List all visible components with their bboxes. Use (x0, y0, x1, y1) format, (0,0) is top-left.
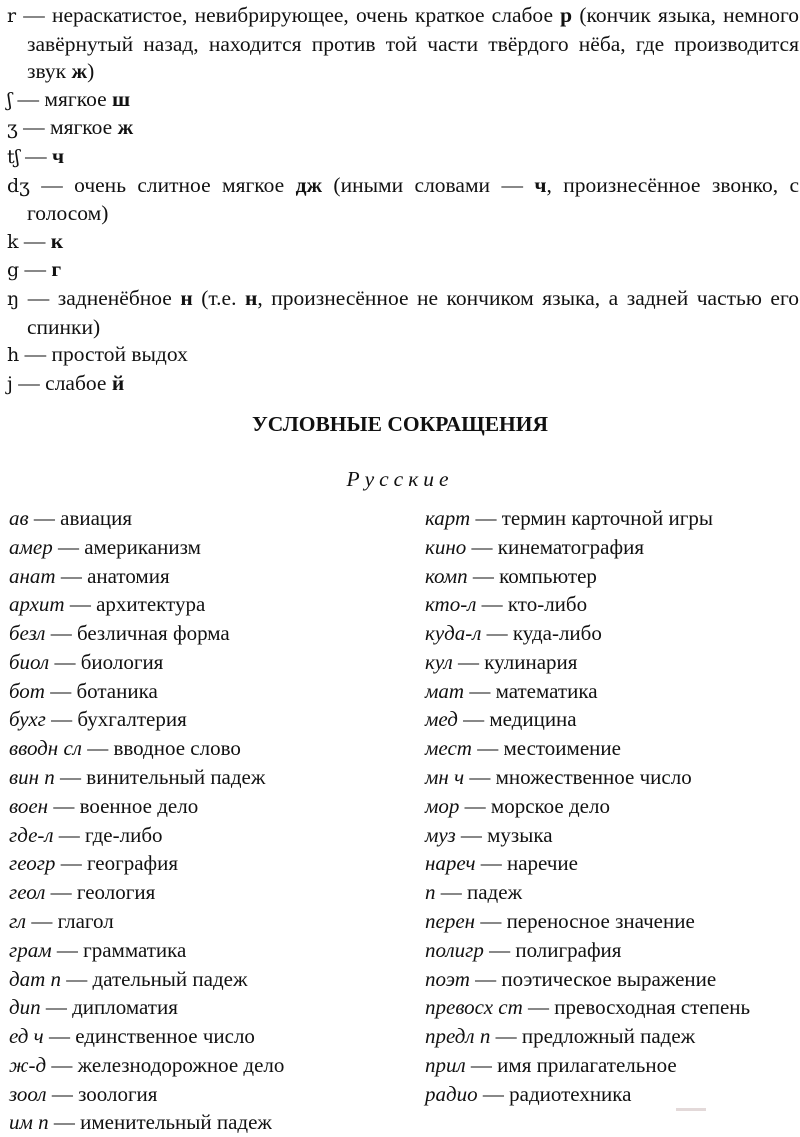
abbreviation-entry (425, 590, 795, 619)
abbreviation-dash: — (489, 937, 511, 962)
abbreviation-entry (9, 792, 404, 821)
abbreviation-definition: местоимение (503, 736, 621, 761)
abbreviation-term: гл (9, 908, 27, 933)
abbreviation-entry (9, 1080, 404, 1109)
abbreviation-definition: дательный падеж (92, 966, 248, 991)
abbreviation-term: вин п (9, 765, 55, 790)
abbreviation-dash: — (53, 793, 75, 818)
phonetic-description: — (18, 228, 51, 253)
section-heading: УСЛОВНЫЕ СОКРАЩЕНИЯ (251, 412, 549, 436)
abbreviation-definition: наречие (506, 851, 578, 876)
abbreviation-dash: — (470, 1052, 492, 1077)
abbreviation-definition: где-либо (85, 822, 163, 847)
phonetic-description: (т.е. (192, 285, 245, 310)
phonetic-entry (7, 114, 799, 143)
abbreviation-term: перен (425, 908, 476, 933)
abbreviation-dash: — (480, 851, 502, 876)
phonetic-symbol: dʒ (7, 174, 30, 197)
phonetic-entry (7, 256, 799, 285)
abbreviation-entry (9, 821, 404, 850)
abbreviation-term: бухг (9, 707, 46, 732)
abbreviation-entry (425, 965, 795, 994)
abbreviation-definition: вводное слово (113, 736, 241, 761)
phonetic-entry (7, 2, 799, 86)
abbreviation-definition: военное дело (79, 793, 199, 818)
abbreviation-dash: — (45, 995, 67, 1020)
abbreviation-definition: грамматика (83, 937, 187, 962)
abbreviation-entry (425, 936, 795, 965)
abbreviation-dash: — (464, 793, 486, 818)
abbreviation-term: бот (9, 678, 45, 703)
abbreviation-entry (9, 1108, 404, 1137)
abbreviation-term: муз (425, 822, 456, 847)
abbreviation-definition: железнодорожное дело (77, 1052, 285, 1077)
abbreviation-definition: винительный падеж (86, 765, 266, 790)
abbreviation-dash: — (528, 995, 550, 1020)
abbreviation-dash: — (50, 678, 72, 703)
abbreviation-term: дат п (9, 966, 62, 991)
abbreviation-term: ед ч (9, 1024, 44, 1049)
abbreviation-dash: — (475, 506, 497, 530)
abbreviation-dash: — (472, 563, 494, 588)
abbreviation-dash: — (60, 851, 82, 876)
abbreviation-definition: имя прилагательное (497, 1052, 677, 1077)
abbreviation-definition: предложный падеж (521, 1024, 696, 1049)
abbreviation-entry (425, 562, 795, 591)
abbreviation-term: кул (425, 649, 453, 674)
abbreviation-dash: — (69, 592, 91, 617)
abbreviation-definition: американизм (84, 534, 201, 559)
abbreviation-entry (425, 677, 795, 706)
abbreviation-entry (425, 533, 795, 562)
abbreviation-dash: — (475, 966, 497, 991)
abbreviation-dash: — (495, 1024, 517, 1049)
abbreviation-term: п (425, 880, 436, 905)
phonetic-symbol: ʃ (7, 88, 13, 111)
phonetic-symbol: h (7, 344, 20, 367)
abbreviation-entry (9, 734, 404, 763)
abbreviation-definition: анатомия (87, 563, 170, 588)
abbreviations-column-left (9, 504, 404, 1137)
abbreviation-dash: — (458, 649, 479, 674)
abbreviation-entry (9, 648, 404, 677)
abbreviation-term: предл п (425, 1024, 491, 1049)
abbreviation-definition: математика (495, 678, 598, 703)
abbreviation-term: радио (425, 1081, 478, 1106)
abbreviation-dash: — (31, 908, 53, 933)
abbreviation-term: комп (425, 563, 468, 588)
abbreviation-entry (425, 504, 795, 533)
abbreviation-definition: ботаника (76, 678, 158, 703)
abbreviation-term: грам (9, 937, 52, 962)
abbreviation-dash: — (51, 707, 73, 732)
abbreviation-term: куда-л (425, 621, 482, 646)
abbreviation-dash: — (469, 765, 491, 790)
abbreviation-term: биол (9, 649, 50, 674)
abbreviation-entry (425, 993, 795, 1022)
phonetic-description: , произнесённое звонко, с голосом) (27, 172, 799, 226)
phonetic-entry (7, 228, 799, 257)
abbreviation-definition: именительный падеж (80, 1110, 272, 1135)
abbreviation-term: где-л (9, 822, 54, 847)
abbreviation-entry (9, 619, 404, 648)
phonetic-symbol: r (7, 5, 17, 27)
abbreviation-term: мед (425, 707, 458, 732)
abbreviation-term: воен (9, 793, 49, 818)
phonetic-symbol: k (7, 230, 19, 253)
abbreviation-entry (9, 562, 404, 591)
abbreviation-definition: переносное значение (506, 908, 695, 933)
page-edge-mark (676, 1108, 706, 1111)
abbreviation-entry (425, 1080, 795, 1109)
phonetic-description: — нераскатистое, невибрирующее, очень краткое слабое (16, 3, 561, 27)
abbreviation-term: геол (9, 880, 46, 905)
abbreviation-entry (9, 1051, 404, 1080)
abbreviation-dash: — (469, 678, 491, 703)
phonetic-bold-letter: ж (117, 115, 134, 140)
abbreviation-definition: биология (80, 649, 164, 674)
abbreviation-dash: — (51, 1081, 73, 1106)
abbreviation-term: полигр (425, 937, 484, 962)
phonetic-description: — очень слитное мягкое (29, 172, 296, 197)
phonetic-description: — мягкое (17, 115, 118, 140)
abbreviation-entry (9, 849, 404, 878)
abbreviation-dash: — (463, 707, 485, 732)
abbreviation-definition: единственное число (75, 1024, 255, 1049)
abbreviation-definition: куда-либо (512, 621, 602, 646)
abbreviation-term: мест (425, 736, 472, 761)
phonetic-entry (7, 370, 799, 399)
abbreviation-term: превосх ст (425, 995, 523, 1020)
phonetic-bold-letter: ш (112, 86, 131, 111)
abbreviation-dash: — (58, 822, 80, 847)
phonetic-bold-letter: н (180, 285, 193, 310)
abbreviation-entry (425, 792, 795, 821)
abbreviation-entry (9, 590, 404, 619)
abbreviation-entry (425, 734, 795, 763)
abbreviation-definition: зоология (78, 1081, 158, 1106)
abbreviation-definition: бухгалтерия (77, 707, 187, 732)
phonetic-description: — простой выдох (19, 342, 188, 367)
abbreviation-entry (425, 763, 795, 792)
abbreviation-term: архит (9, 592, 65, 617)
abbreviation-term: ав (9, 506, 29, 530)
abbreviation-definition: геология (76, 880, 156, 905)
abbreviation-definition: падеж (467, 880, 523, 905)
abbreviation-definition: поэтическое выражение (501, 966, 717, 991)
abbreviation-entry (9, 705, 404, 734)
abbreviation-dash: — (53, 1110, 75, 1135)
phonetic-bold-letter: н (244, 285, 258, 310)
abbreviation-dash: — (87, 736, 109, 761)
abbreviation-definition: география (86, 851, 179, 876)
abbreviation-dash: — (48, 1024, 70, 1049)
abbreviation-term: им п (9, 1110, 49, 1135)
abbreviation-term: амер (9, 534, 53, 559)
abbreviation-definition: кинематография (497, 534, 645, 559)
abbreviation-term: нареч (425, 851, 476, 876)
phonetic-description: — задненёбное (19, 285, 181, 310)
abbreviation-dash: — (54, 649, 76, 674)
abbreviation-dash: — (60, 563, 82, 588)
abbreviation-entry (425, 648, 795, 677)
abbreviation-term: мат (425, 678, 465, 703)
phonetic-symbol: ʒ (7, 117, 18, 140)
abbreviation-entry (9, 533, 404, 562)
abbreviation-term: кино (425, 534, 467, 559)
phonetic-symbol: tʃ (7, 145, 20, 168)
abbreviation-dash: — (471, 534, 493, 559)
phonetic-symbol: j (7, 372, 13, 395)
abbreviation-dash: — (50, 880, 72, 905)
abbreviation-entry (9, 965, 404, 994)
abbreviation-entry (9, 936, 404, 965)
abbreviation-dash: — (482, 1081, 504, 1106)
abbreviation-dash: — (460, 822, 482, 847)
abbreviation-definition: медицина (489, 707, 577, 732)
abbreviation-dash: — (481, 592, 503, 617)
phonetic-bold-letter: ч (534, 172, 547, 197)
abbreviation-definition: авиация (60, 506, 133, 530)
abbreviation-entry (425, 878, 795, 907)
abbreviation-definition: полиграфия (515, 937, 622, 962)
abbreviation-term: мор (425, 793, 460, 818)
abbreviation-term: поэт (425, 966, 470, 991)
abbreviations-column-right (425, 504, 795, 1108)
abbreviation-entry (9, 504, 404, 533)
abbreviation-entry (9, 763, 404, 792)
abbreviation-term: зоол (9, 1081, 47, 1106)
abbreviation-term: геогр (9, 851, 56, 876)
abbreviation-definition: архитектура (96, 592, 206, 617)
abbreviation-definition: радиотехника (509, 1081, 632, 1106)
abbreviation-dash: — (50, 621, 72, 646)
phonetic-description: — (19, 257, 52, 282)
abbreviation-term: ж-д (9, 1052, 47, 1077)
phonetic-entry (7, 143, 799, 172)
abbreviation-term: вводн сл (9, 736, 82, 761)
phonetic-description: — слабое (12, 370, 112, 395)
abbreviation-term: мн ч (425, 765, 465, 790)
phonetic-entry (7, 86, 799, 115)
abbreviation-definition: превосходная степень (554, 995, 751, 1020)
abbreviation-entry (425, 821, 795, 850)
abbreviation-dash: — (56, 937, 78, 962)
abbreviation-dash: — (480, 908, 502, 933)
abbreviation-dash: — (51, 1052, 73, 1077)
phonetic-bold-letter: ж (71, 59, 88, 84)
phonetic-description: — (19, 143, 53, 168)
abbreviation-entry (425, 705, 795, 734)
abbreviation-term: безл (9, 621, 46, 646)
abbreviation-entry (425, 619, 795, 648)
phonetic-bold-letter: й (111, 370, 125, 395)
phonetic-bold-letter: р (560, 3, 573, 27)
abbreviation-entry (9, 878, 404, 907)
abbreviation-definition: кулинария (484, 649, 578, 674)
abbreviation-entry (425, 849, 795, 878)
phonetic-description: (кончик языка, немного завёрнутый назад, находится против той части твёрдого нёба, где производится звук (27, 3, 800, 84)
abbreviation-dash: — (440, 880, 462, 905)
abbreviation-definition: безличная форма (76, 621, 230, 646)
abbreviation-term: анат (9, 563, 56, 588)
phonetic-bold-letter: к (50, 228, 64, 253)
phonetic-symbols-list (7, 2, 799, 398)
phonetic-entry (7, 285, 799, 341)
phonetic-symbol: g (7, 259, 20, 282)
abbreviation-dash: — (60, 765, 82, 790)
phonetic-description: , произнесённое не кончиком языка, а задней частью его спинки) (27, 285, 799, 339)
abbreviation-entry (9, 677, 404, 706)
abbreviation-term: прил (425, 1052, 466, 1077)
abbreviation-entry (425, 1022, 795, 1051)
abbreviation-definition: кто-либо (507, 592, 588, 617)
abbreviation-term: дип (9, 995, 41, 1020)
phonetic-description: (иными словами — (322, 172, 535, 197)
abbreviation-entry (425, 907, 795, 936)
phonetic-bold-letter: г (51, 257, 62, 282)
phonetic-bold-letter: дж (295, 172, 323, 197)
abbreviation-definition: музыка (487, 822, 553, 847)
phonetic-description: — мягкое (12, 86, 113, 111)
phonetic-bold-letter: ч (52, 143, 65, 168)
abbreviation-term: карт (425, 506, 471, 530)
abbreviation-dash: — (57, 534, 79, 559)
section-subheading: Русские (346, 467, 454, 491)
abbreviation-definition: морское дело (490, 793, 610, 818)
phonetic-symbol: ŋ (7, 287, 20, 310)
phonetic-entry (7, 172, 799, 228)
abbreviation-entry (9, 1022, 404, 1051)
abbreviation-term: кто-л (425, 592, 477, 617)
abbreviation-entry (9, 993, 404, 1022)
abbreviation-dash: — (66, 966, 88, 991)
abbreviation-definition: глагол (57, 908, 114, 933)
abbreviation-definition: термин карточной игры (501, 506, 713, 530)
abbreviation-entry (9, 907, 404, 936)
abbreviation-entry (425, 1051, 795, 1080)
abbreviation-dash: — (486, 621, 508, 646)
abbreviation-dash: — (33, 506, 55, 530)
abbreviation-dash: — (477, 736, 499, 761)
abbreviation-definition: дипломатия (72, 995, 178, 1020)
phonetic-entry (7, 341, 799, 370)
abbreviation-definition: компьютер (499, 563, 597, 588)
abbreviation-definition: множественное число (495, 765, 692, 790)
phonetic-description: ) (87, 59, 95, 84)
